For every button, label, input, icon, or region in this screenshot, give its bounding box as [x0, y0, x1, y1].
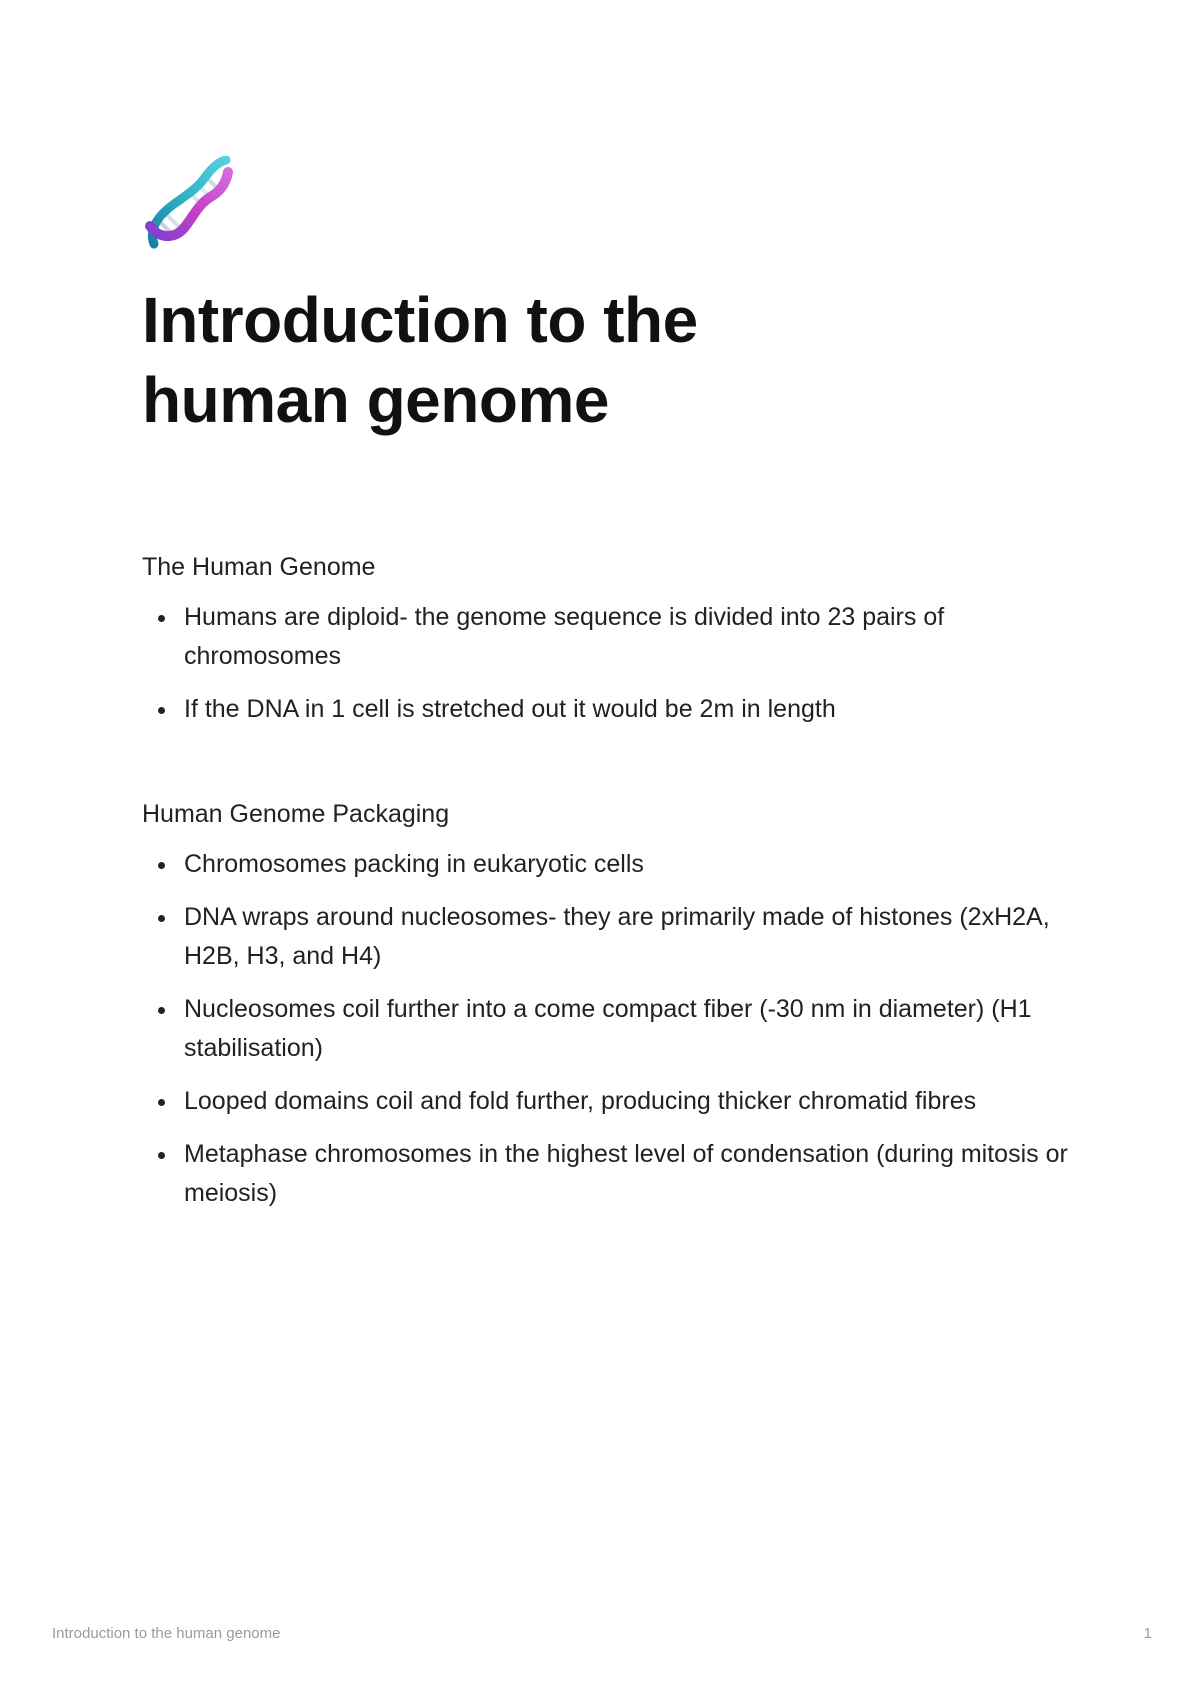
list-item-text: Metaphase chromosomes in the highest level of condensation (during mitosis or meiosis) [184, 1140, 1068, 1207]
section-genome-packaging [142, 797, 1082, 1213]
list-item [142, 845, 1074, 884]
list-item [142, 1135, 1074, 1213]
bullet-icon [158, 615, 165, 622]
section-heading: The Human Genome [142, 553, 376, 581]
list-item-text: DNA wraps around nucleosomes- they are primarily made of histones (2xH2A, H2B, H3, and H4) [184, 903, 1050, 970]
list-item-text: Nucleosomes coil further into a come compact fiber (-30 nm in diameter) (H1 stabilisation) [184, 995, 1032, 1062]
list-item-text: Chromosomes packing in eukaryotic cells [184, 850, 644, 878]
list-item-text: If the DNA in 1 cell is stretched out it would be 2m in length [184, 695, 836, 723]
bullet-icon [158, 1152, 165, 1159]
bullet-icon [158, 862, 165, 869]
page-title: Introduction to the human genome [142, 284, 698, 436]
list-item [142, 690, 1074, 729]
bullet-icon [158, 915, 165, 922]
bullet-list [142, 845, 1082, 1213]
document-content [142, 156, 1082, 1227]
bullet-list [142, 598, 1082, 729]
section-human-genome [142, 550, 1082, 729]
list-item-text: Humans are diploid- the genome sequence is divided into 23 pairs of chromosomes [184, 603, 945, 670]
bullet-icon [158, 1099, 165, 1106]
list-item [142, 990, 1074, 1068]
section-heading: Human Genome Packaging [142, 800, 450, 828]
bullet-icon [158, 707, 165, 714]
list-item-text: Looped domains coil and fold further, producing thicker chromatid fibres [184, 1087, 977, 1115]
footer-page-number: 1 [1143, 1625, 1152, 1642]
bullet-icon [158, 1007, 165, 1014]
list-item [142, 598, 1074, 676]
list-item [142, 1082, 1074, 1121]
list-item [142, 898, 1074, 976]
footer-document-title: Introduction to the human genome [52, 1625, 281, 1642]
dna-icon [142, 156, 236, 252]
